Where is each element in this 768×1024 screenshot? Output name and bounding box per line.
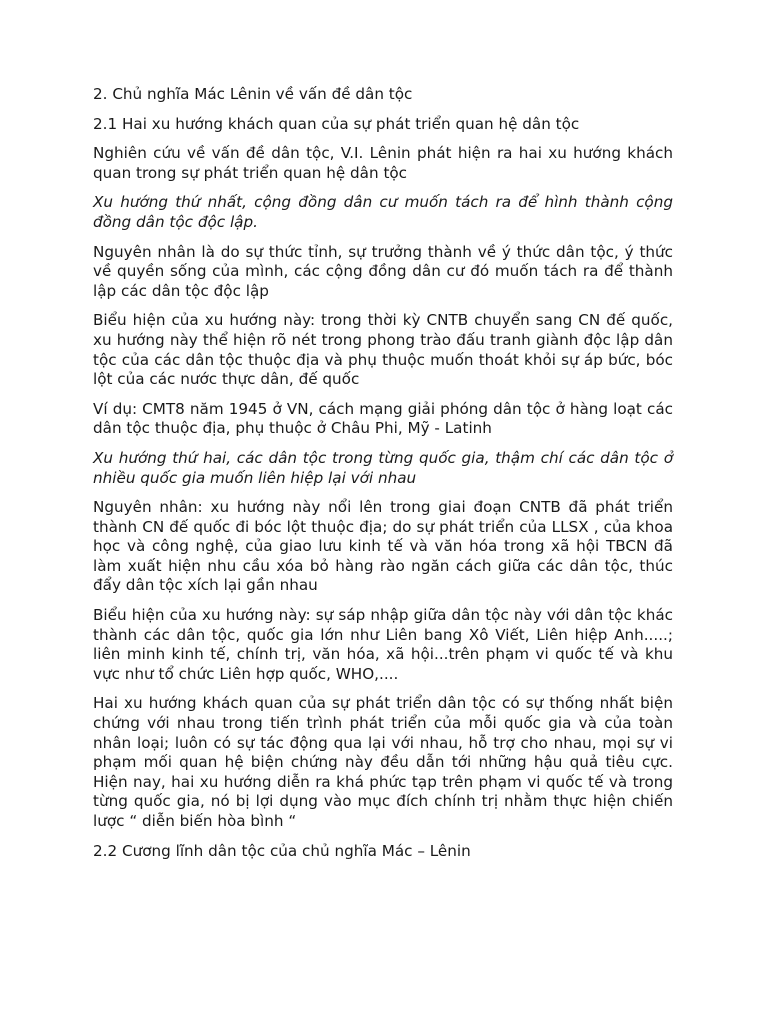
subsection-heading: 2.1 Hai xu hướng khách quan của sự phát triển quan hệ dân tộc: [93, 114, 580, 133]
paragraph-first-trend: Xu hướng thứ nhất, cộng đồng dân cư muốn tách ra để hình thành cộng đồng dân tộc độc lập.: [93, 193, 673, 231]
paragraph-second-trend-manifestation: Biểu hiện của xu hướng này: sự sáp nhập giữa dân tộc này với dân tộc khác thành các dân tộc, quốc gia lớn như Liên bang Xô Viết, Liên hiệp Anh.....; liên minh kinh tế, chính trị, văn hóa, xã hội...trên phạm vi quốc tế và khu vực như tổ chức Liên hợp quốc, WHO,....: [93, 606, 673, 683]
document-page: [93, 85, 673, 871]
section-heading: 2. Chủ nghĩa Mác Lênin về vấn đề dân tộc: [93, 85, 413, 103]
paragraph-conclusion: Hai xu hướng khách quan của sự phát triển dân tộc có sự thống nhất biện chứng với nhau trong tiến trình phát triển của mỗi quốc gia và của toàn nhân loại; luôn có sự tác động qua lại với nhau, hỗ trợ cho nhau, mọi sự vi phạm mối quan hệ biện chứng này đều dẫn tới những hậu quả tiêu cực. Hiện nay, hai xu hướng diễn ra khá phức tạp trên phạm vi quốc tế và trong từng quốc gia, nó bị lợi dụng vào mục đích chính trị nhằm thực hiện chiến lược “ diễn biến hòa bình “: [93, 694, 673, 830]
paragraph-second-trend: Xu hướng thứ hai, các dân tộc trong từng quốc gia, thậm chí các dân tộc ở nhiều quốc gia muốn liên hiệp lại với nhau: [93, 448, 673, 487]
paragraph-first-trend-example: Ví dụ: CMT8 năm 1945 ở VN, cách mạng giải phóng dân tộc ở hàng loạt các dân tộc thuộc địa, phụ thuộc ở Châu Phi, Mỹ - Latinh: [93, 399, 673, 438]
paragraph-intro: Nghiên cứu về vấn đề dân tộc, V.I. Lênin phát hiện ra hai xu hướng khách quan trong sự phát triển quan hệ dân tộc: [93, 144, 673, 182]
paragraph-first-trend-manifestation: Biểu hiện của xu hướng này: trong thời kỳ CNTB chuyển sang CN đế quốc, xu hướng này thể hiện rõ nét trong phong trào đấu tranh giành độc lập dân tộc của các dân tộc thuộc địa và phụ thuộc muốn thoát khỏi sự áp bức, bóc lột của các nước thực dân, đế quốc: [93, 311, 673, 389]
paragraph-second-trend-cause: Nguyên nhân: xu hướng này nổi lên trong giai đoạn CNTB đã phát triển thành CN đế quốc đi bóc lột thuộc địa; do sự phát triển của LLSX , của khoa học và công nghệ, của giao lưu kinh tế và văn hóa trong xã hội TBCN đã làm xuất hiện nhu cầu xóa bỏ hàng rào ngăn cách giữa các dân tộc, thúc đẩy dân tộc xích lại gần nhau: [93, 498, 673, 595]
subsection-heading-2: 2.2 Cương lĩnh dân tộc của chủ nghĩa Mác – Lênin: [93, 841, 471, 860]
paragraph-first-trend-cause: Nguyên nhân là do sự thức tỉnh, sự trưởng thành về ý thức dân tộc, ý thức về quyền sống của mình, các cộng đồng dân cư đó muốn tách ra để thành lập các dân tộc độc lập: [93, 242, 673, 300]
